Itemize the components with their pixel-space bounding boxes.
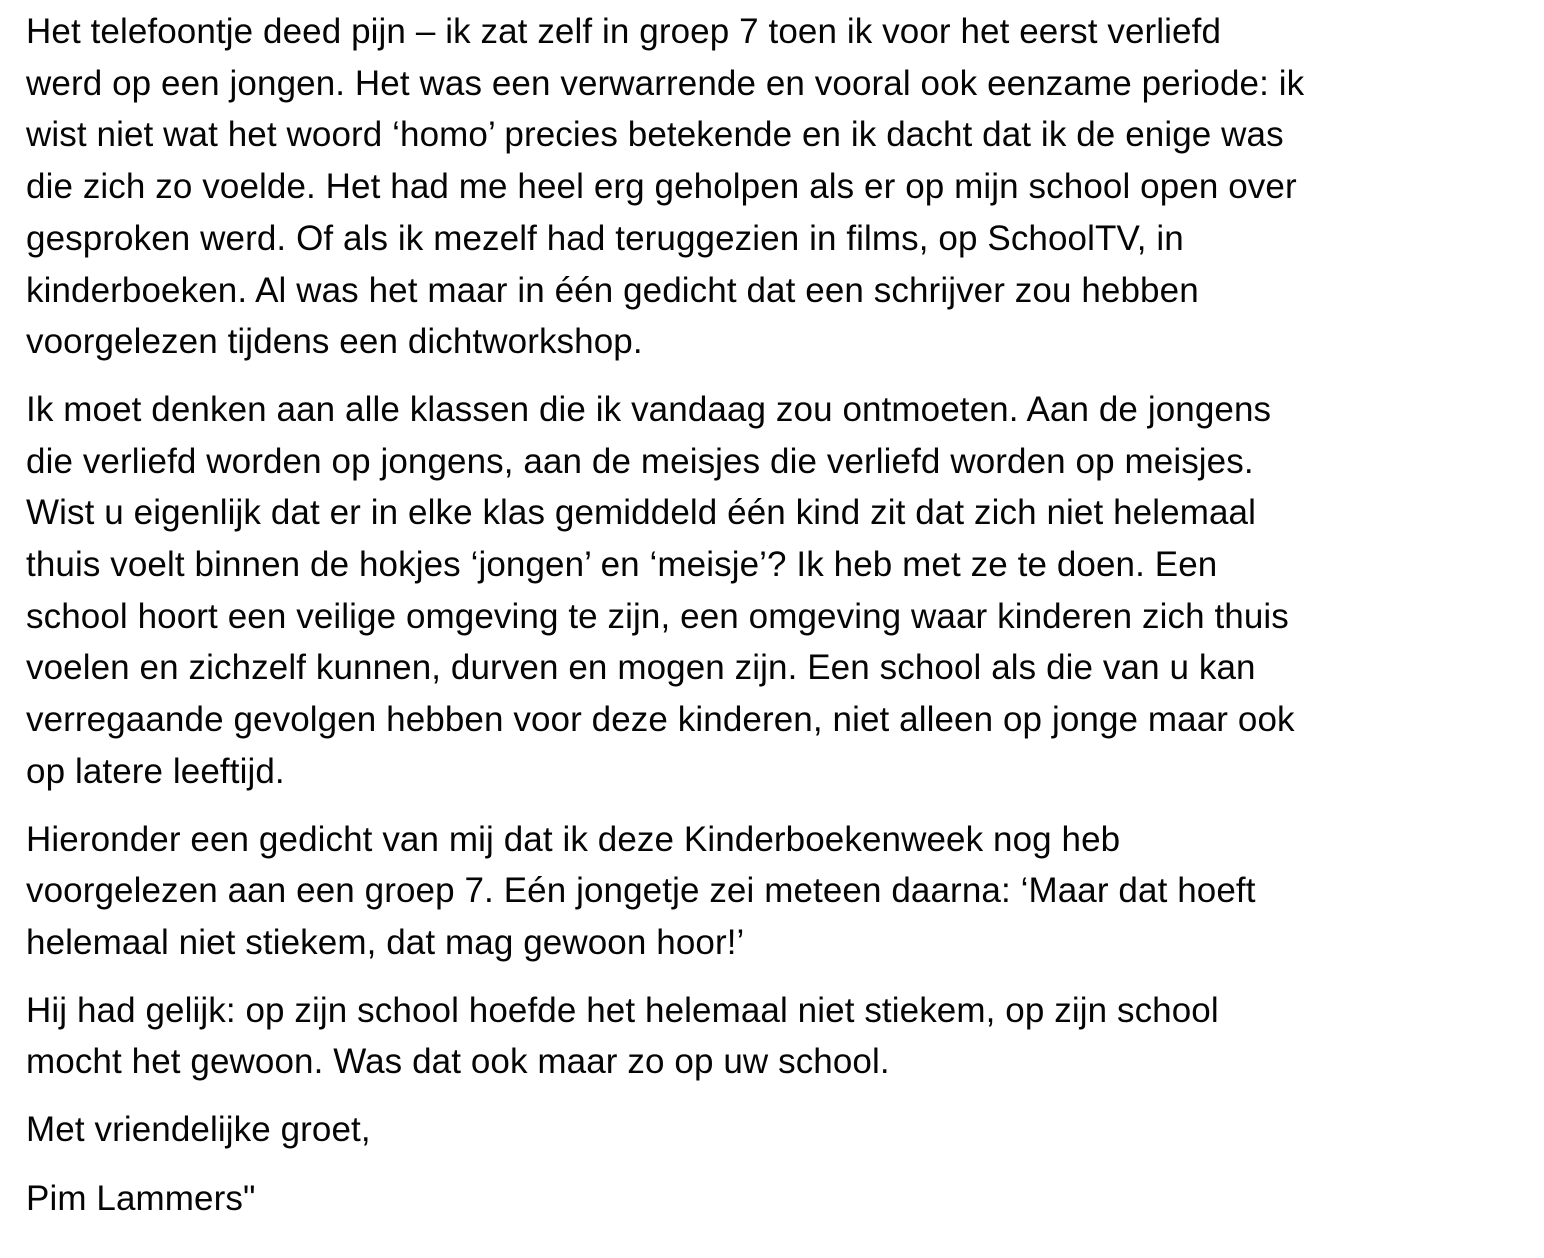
text-line: Wist u eigenlijk dat er in elke klas gemiddeld één kind zit dat zich niet helemaal <box>26 493 1256 533</box>
text-line: op latere leeftijd. <box>26 751 285 791</box>
post-body <box>26 6 1538 1241</box>
text-line: school hoort een veilige omgeving te zijn, een omgeving waar kinderen zich thuis <box>26 596 1289 636</box>
text-line: die verliefd worden op jongens, aan de meisjes die verliefd worden op meisjes. <box>26 441 1254 481</box>
text-line: gesproken werd. Of als ik mezelf had teruggezien in films, op SchoolTV, in <box>26 218 1184 258</box>
text-line: verregaande gevolgen hebben voor deze kinderen, niet alleen op jonge maar ook <box>26 700 1295 740</box>
text-line: voorgelezen aan een groep 7. Eén jongetje zei meteen daarna: ‘Maar dat hoeft <box>26 871 1256 911</box>
closing-paragraph <box>26 1104 1538 1156</box>
paragraph-3 <box>26 814 1538 969</box>
paragraph-1 <box>26 6 1538 368</box>
text-line: die zich zo voelde. Het had me heel erg geholpen als er op mijn school open over <box>26 167 1297 207</box>
text-line: mocht het gewoon. Was dat ook maar zo op uw school. <box>26 1042 890 1082</box>
text-line: voelen en zichzelf kunnen, durven en mogen zijn. Een school als die van u kan <box>26 648 1256 688</box>
text-line: Ik moet denken aan alle klassen die ik vandaag zou ontmoeten. Aan de jongens <box>26 389 1272 429</box>
signature-text: Pim Lammers" <box>26 1178 256 1218</box>
text-line: kinderboeken. Al was het maar in één gedicht dat een schrijver zou hebben <box>26 270 1199 310</box>
signature-paragraph <box>26 1173 1538 1225</box>
text-line: voorgelezen tijdens een dichtworkshop. <box>26 322 643 362</box>
text-line: wist niet wat het woord ‘homo’ precies betekende en ik dacht dat ik de enige was <box>26 115 1284 155</box>
text-line: Hieronder een gedicht van mij dat ik deze Kinderboekenweek nog heb <box>26 819 1121 859</box>
text-line: thuis voelt binnen de hokjes ‘jongen’ en ‘meisje’? Ik heb met ze te doen. Een <box>26 545 1218 585</box>
paragraph-2 <box>26 384 1538 798</box>
text-line: helemaal niet stiekem, dat mag gewoon hoor!’ <box>26 922 745 962</box>
text-line: Het telefoontje deed pijn – ik zat zelf in groep 7 toen ik voor het eerst verliefd <box>26 12 1222 51</box>
text-line: Hij had gelijk: op zijn school hoefde het helemaal niet stiekem, op zijn school <box>26 990 1219 1030</box>
text-line: werd op een jongen. Het was een verwarrende en vooral ook eenzame periode: ik <box>26 63 1305 103</box>
closing-text: Met vriendelijke groet, <box>26 1110 371 1150</box>
paragraph-4 <box>26 985 1538 1088</box>
